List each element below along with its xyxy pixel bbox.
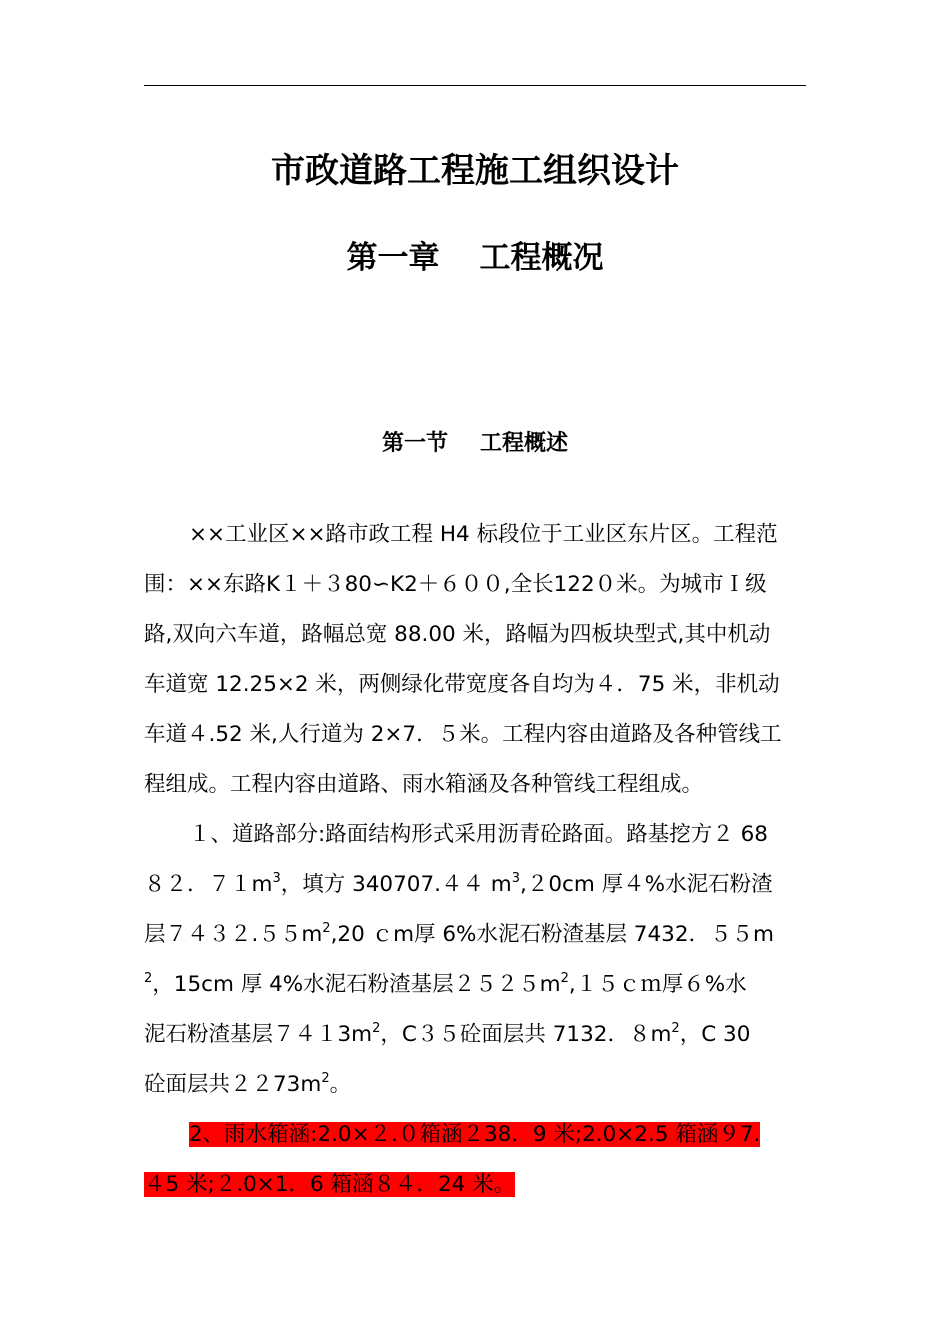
- chapter-name: 工程概况: [479, 240, 604, 276]
- highlighted-line: [144, 1110, 806, 1160]
- superscript: 3: [511, 871, 521, 886]
- text-run: 层７４３２.５５m: [144, 922, 323, 947]
- chapter-heading: [0, 232, 950, 277]
- superscript: 2: [321, 1071, 330, 1086]
- text-run: ，C 30: [679, 1022, 751, 1047]
- header-rule: [144, 85, 806, 86]
- text-run: 砼面层共２２73m: [144, 1072, 322, 1097]
- text-run: ，15cm 厚 4%水泥石粉渣基层２５２５m: [152, 972, 561, 997]
- text-run: ，C３５砼面层共 7132．８m: [380, 1022, 672, 1047]
- highlighted-text: 2、雨水箱涵:2.0×２.０箱涵２38．9 米;2.0×2.5 箱涵９7.: [189, 1122, 761, 1147]
- text-line: [144, 910, 806, 960]
- text-line: 围：××东路K１＋３80∽K2＋６００,全长122０米。为城市Ｉ级: [144, 572, 767, 597]
- superscript: 2: [560, 971, 569, 986]
- text-line: 路,双向六车道，路幅总宽 88.00 米，路幅为四板块型式,其中机动: [144, 622, 771, 647]
- text-line: １、道路部分:路面结构形式采用沥青砼路面。路基挖方２ 68: [189, 822, 768, 847]
- paragraph-road: [144, 810, 806, 1110]
- section-heading: [0, 426, 950, 457]
- section-name: 工程概述: [480, 431, 569, 456]
- section-number: 第一节: [381, 431, 448, 456]
- text-line: 车道４.52 米,人行道为 2×7．５米。工程内容由道路及各种管线工: [144, 722, 782, 747]
- document-title: 市政道路工程施工组织设计: [271, 151, 679, 191]
- text-line: [144, 1060, 806, 1110]
- text-run: 泥石粉渣基层７４１3m: [144, 1022, 373, 1047]
- text-line: 车道宽 12.25×2 米，两侧绿化带宽度各自均为４．75 米，非机动: [144, 672, 780, 697]
- chapter-number: 第一章: [346, 240, 440, 276]
- highlighted-line: [144, 1160, 806, 1210]
- paragraph-culvert-highlighted: [144, 1110, 806, 1210]
- paragraph-overview: [144, 510, 806, 810]
- text-line: ××工业区××路市政工程 H4 标段位于工业区东片区。工程范: [189, 522, 778, 547]
- text-run: ，填方 340707.４４ m: [280, 872, 512, 897]
- text-line: 程组成。工程内容由道路、雨水箱涵及各种管线工程组成。: [144, 772, 704, 797]
- text-run: ８２．７１m: [144, 872, 273, 897]
- highlighted-text: ４5 米;２.0×1．6 箱涵８４．24 米。: [144, 1172, 516, 1197]
- text-run: ,１５ｃｍ厚６%水: [568, 972, 747, 997]
- text-run: ,20 ｃm厚 6%水泥石粉渣基层 7432．５５m: [330, 922, 774, 947]
- superscript: 2: [144, 971, 153, 986]
- document-body: [144, 510, 806, 1210]
- superscript: 3: [272, 871, 281, 886]
- superscript: 2: [372, 1021, 381, 1036]
- text-line: [144, 960, 806, 1010]
- superscript: 2: [671, 1021, 680, 1036]
- text-run: ,２0cm 厚４%水泥石粉渣: [520, 872, 773, 897]
- text-line: [144, 1010, 806, 1060]
- text-run: 。: [329, 1072, 352, 1097]
- superscript: 2: [322, 921, 331, 936]
- text-line: [144, 860, 806, 910]
